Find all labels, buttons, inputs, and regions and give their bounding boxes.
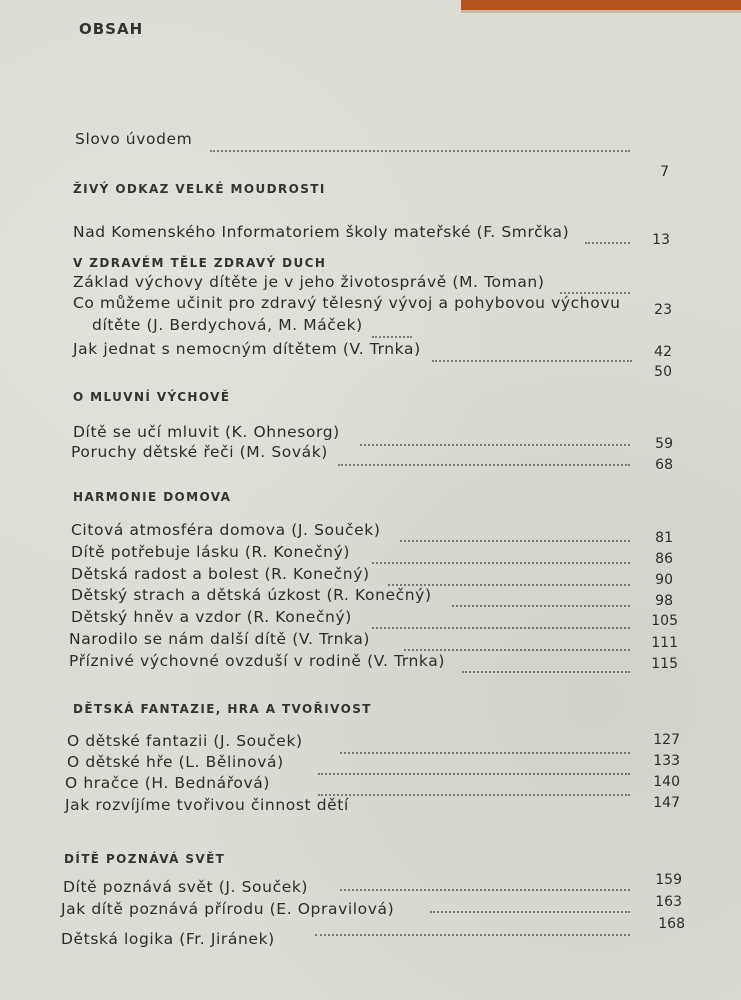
section-title: DĚTSKÁ FANTAZIE, HRA A TVOŘIVOST (73, 702, 372, 716)
section-title: ŽIVÝ ODKAZ VELKÉ MOUDROSTI (73, 182, 326, 196)
leader-dots (372, 546, 630, 564)
toc-entry: O hračce (H. Bednářová) (65, 774, 270, 792)
page-corner-shadow (461, 10, 741, 13)
leader-dots (462, 655, 630, 673)
leader-dots (372, 320, 412, 338)
section-title: DÍTĚ POZNÁVÁ SVĚT (64, 852, 226, 866)
toc-entry: Citová atmosféra domova (J. Souček) (71, 521, 381, 539)
leader-dots (340, 736, 630, 754)
toc-entry: Základ výchovy dítěte je v jeho životosprávě (M. Toman) (73, 273, 545, 291)
page-number: 105 (651, 613, 678, 629)
page-number: 127 (653, 732, 680, 748)
page-number: 98 (655, 593, 673, 609)
toc-entry: Nad Komenského Informatoriem školy mateřské (F. Smrčka) (73, 223, 570, 241)
page-number: 13 (652, 232, 670, 248)
leader-dots (432, 344, 632, 362)
toc-entry: O dětské fantazii (J. Souček) (67, 732, 303, 750)
toc-entry: Jak jednat s nemocným dítětem (V. Trnka) (73, 340, 421, 358)
toc-entry-intro: Slovo úvodem (75, 130, 193, 148)
section-title: HARMONIE DOMOVA (73, 490, 232, 504)
page-number: 159 (655, 872, 682, 888)
toc-entry: Jak rozvíjíme tvořivou činnost dětí (65, 796, 349, 814)
leader-dots (372, 611, 630, 629)
leader-dots (340, 873, 630, 891)
toc-entry: Dítě poznává svět (J. Souček) (63, 878, 309, 896)
leader-dots (404, 633, 630, 651)
page-number: 59 (655, 436, 673, 452)
toc-entry: Co můžeme učinit pro zdravý tělesný vývoj a pohybovou výchovu (73, 294, 621, 312)
toc-entry: Dítě se učí mluvit (K. Ohnesorg) (73, 423, 340, 441)
toc-entry: Dětská logika (Fr. Jiránek) (61, 930, 275, 948)
toc-entry: dítěte (J. Berdychová, M. Máček) (92, 316, 363, 334)
leader-dots (430, 895, 630, 913)
toc-entry: Poruchy dětské řeči (M. Sovák) (71, 443, 328, 461)
page-number: 68 (655, 457, 673, 473)
toc-entry: Dětský strach a dětská úzkost (R. Konečný) (71, 586, 432, 604)
leader-dots (388, 568, 630, 586)
leader-dots (338, 448, 630, 466)
page-number: 133 (653, 753, 680, 769)
page-number: 163 (655, 894, 682, 910)
page-number: 86 (655, 551, 673, 567)
page-number: 23 (654, 302, 672, 318)
leader-dots (585, 226, 630, 244)
leader-dots (210, 134, 630, 152)
page-number: 111 (651, 635, 678, 651)
leader-dots (560, 276, 630, 294)
leader-dots (452, 589, 630, 607)
toc-entry: Příznivé výchovné ovzduší v rodině (V. Trnka) (69, 652, 445, 670)
page-number: 140 (653, 774, 680, 790)
page-number: 50 (654, 364, 672, 380)
toc-entry: Dětská radost a bolest (R. Konečný) (71, 565, 370, 583)
leader-dots (360, 428, 630, 446)
toc-entry: Narodilo se nám další dítě (V. Trnka) (69, 630, 371, 648)
leader-dots (318, 778, 630, 796)
toc-entry: O dětské hře (L. Bělinová) (67, 753, 284, 771)
page-number: 90 (655, 572, 673, 588)
page-number: 81 (655, 530, 673, 546)
page-number: 147 (653, 795, 680, 811)
toc-entry: Jak dítě poznává přírodu (E. Opravilová) (61, 900, 395, 918)
page-title: OBSAH (79, 20, 144, 38)
leader-dots (400, 524, 630, 542)
page-corner-edge (461, 0, 741, 10)
page-number: 115 (651, 656, 678, 672)
section-title: V ZDRAVÉM TĚLE ZDRAVÝ DUCH (73, 256, 327, 270)
page-number: 168 (658, 916, 685, 932)
toc-entry: Dítě potřebuje lásku (R. Konečný) (71, 543, 351, 561)
leader-dots (315, 918, 630, 936)
toc-entry: Dětský hněv a vzdor (R. Konečný) (71, 608, 352, 626)
page-number: 42 (654, 344, 672, 360)
page-number: 7 (660, 164, 669, 180)
section-title: O MLUVNÍ VÝCHOVĚ (73, 390, 231, 404)
leader-dots (318, 757, 630, 775)
